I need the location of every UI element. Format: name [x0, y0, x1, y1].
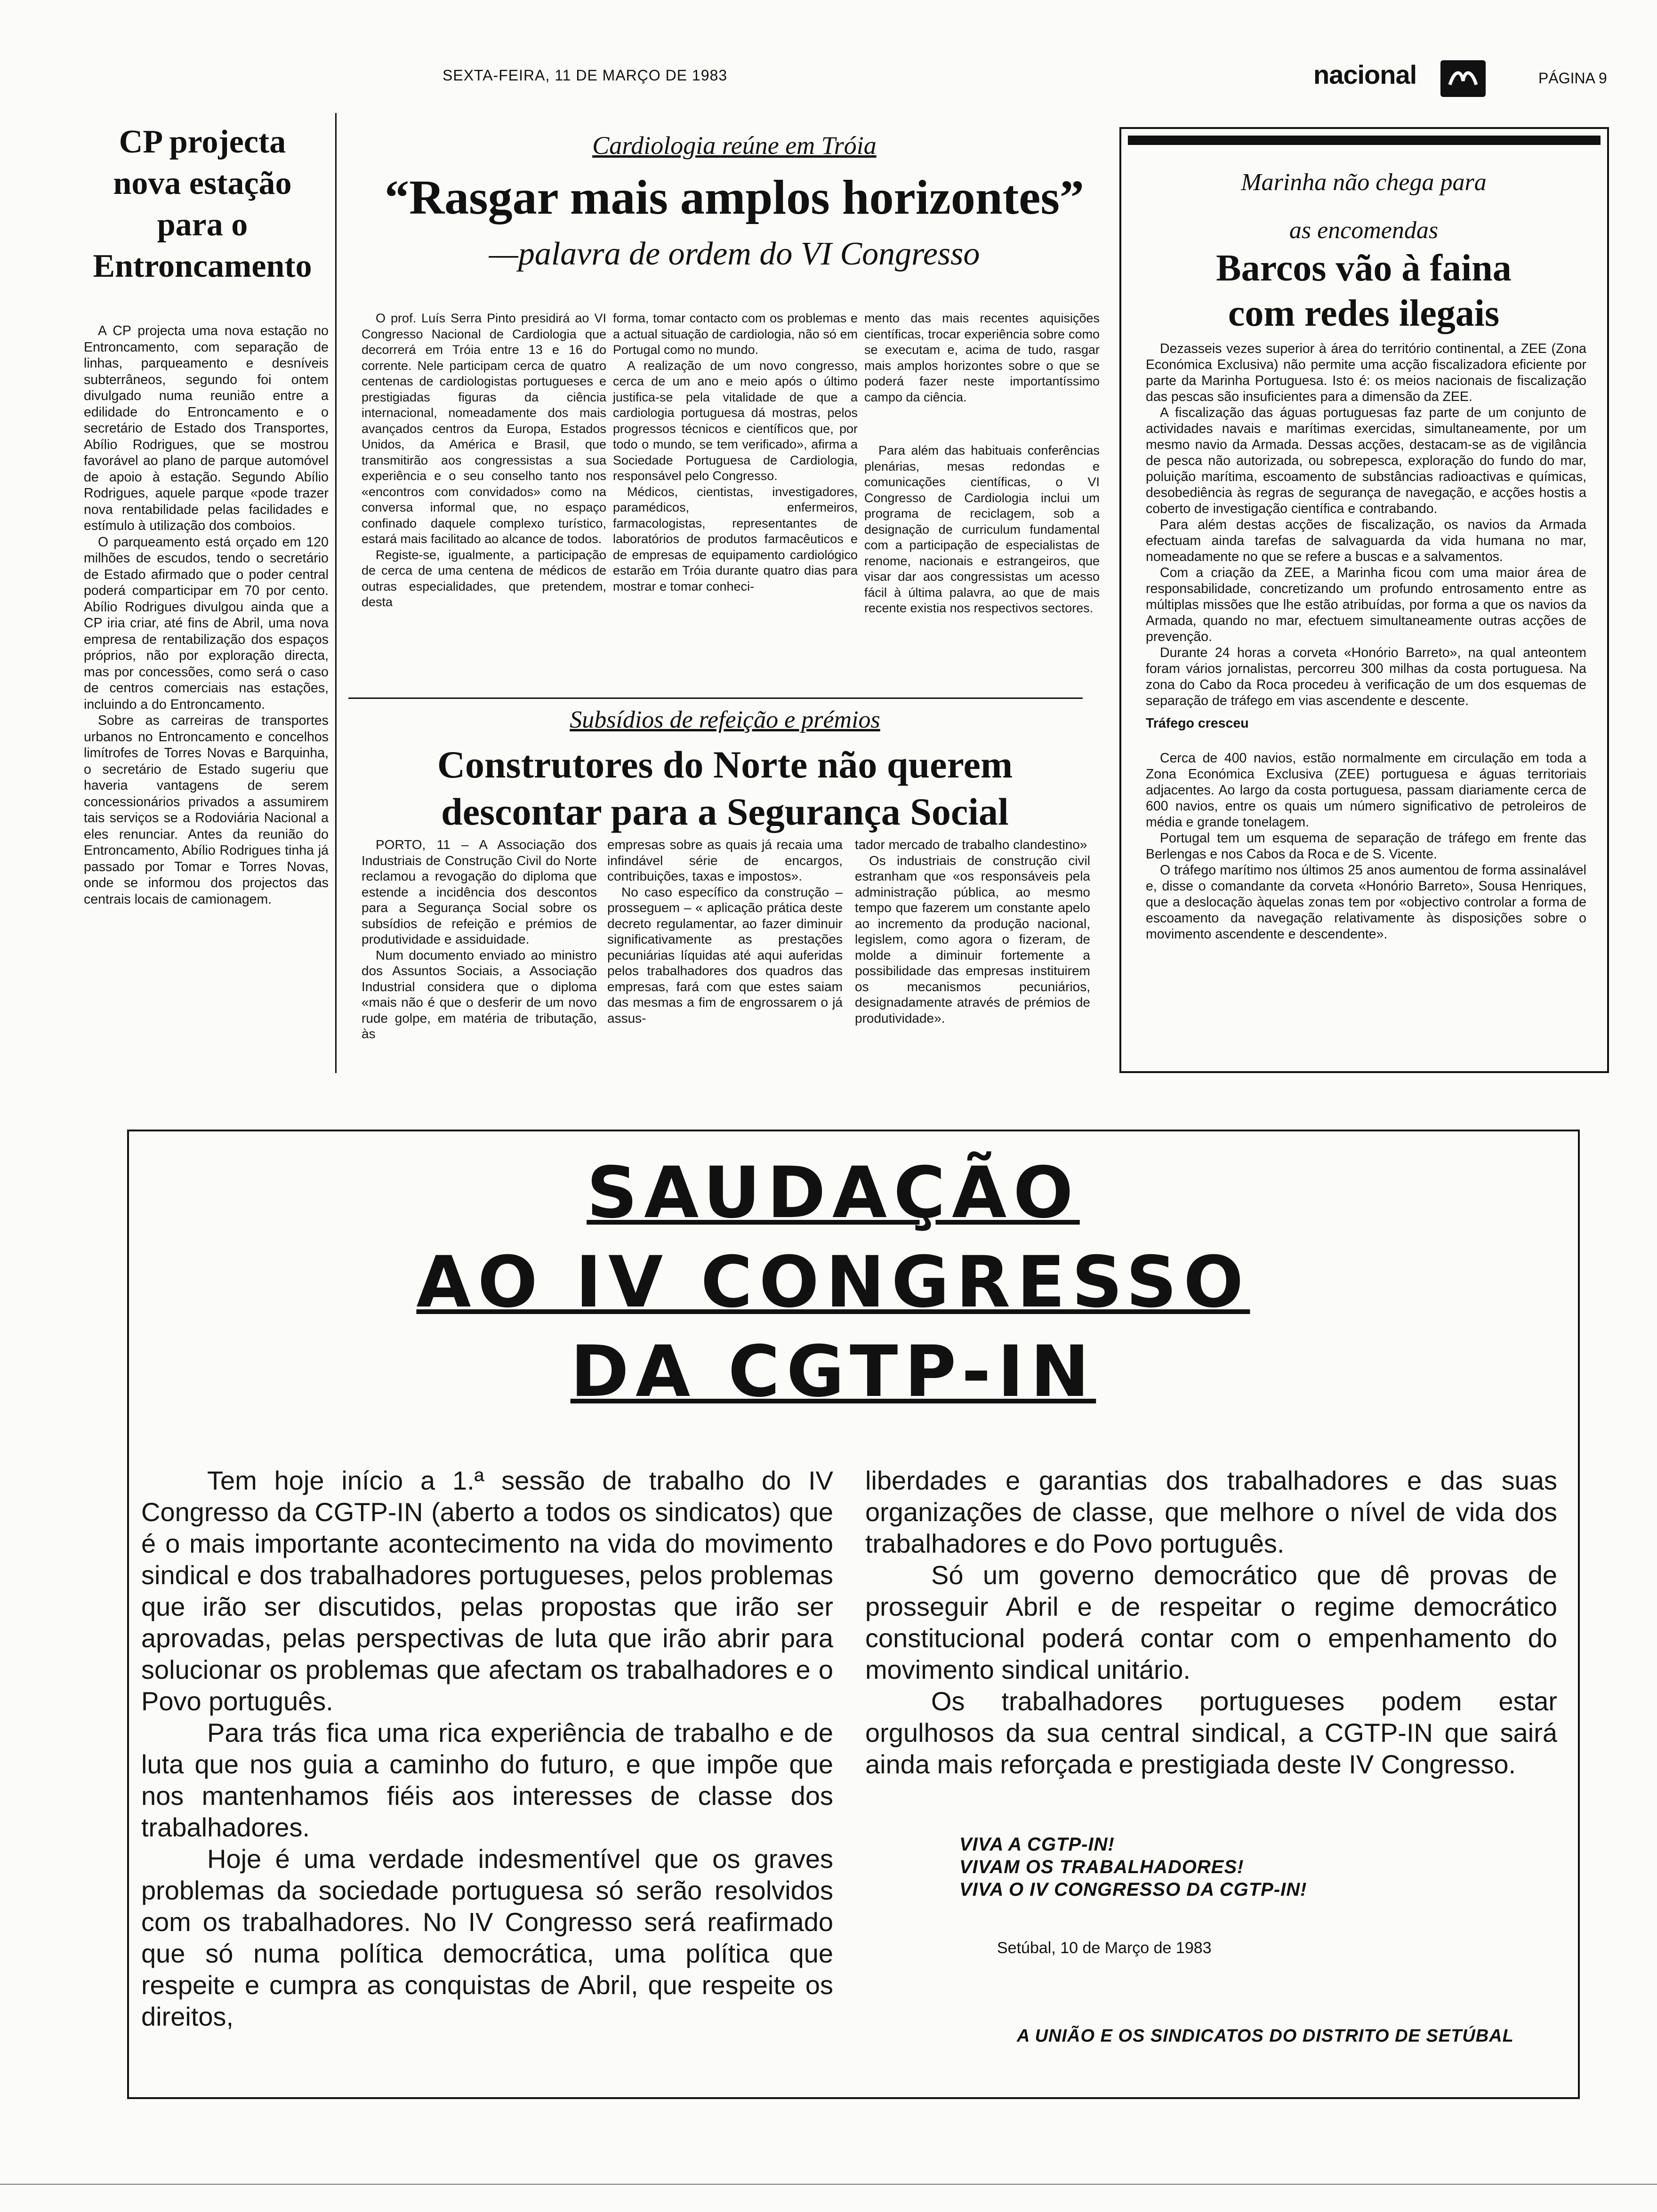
construtores-col1 — [362, 837, 597, 1042]
marinha-box — [1119, 127, 1609, 1073]
marinha-paragraph: Portugal tem um esquema de separação de tráfego em frente das Berlengas e nos Cabos da Roca e de S. Vicente. — [1146, 831, 1586, 862]
ad-paragraph: liberdades e garantias dos trabalhadores e das suas organizações de classe, que melhore o nível de vida dos trabalhadores e do Povo português. — [865, 1466, 1557, 1558]
cardio-paragraph: Para além das habituais conferências plenárias, mesas redondas e comunicações científicas, o VI Congresso de Cardiologia inclui um programa de reciclagem, sob a designação de curriculum fundamental com a participação de especialistas de renome, nacionais e estrangeiros, que visar dar aos congressistas um acesso fácil à última palavra, ao que de mais recente existia nos respectivos sectores. — [864, 443, 1100, 615]
construtores-paragraph: No caso específico da construção – prosseguem – « aplicação prática deste decreto regulamentar, ao fazer diminuir significativamente as prestações pecuniárias líquidas até aqui auferidas pelos trabalhadores dos quadros das empresas, fará com que estes saiam das mesmas a fim de engrossarem o já assus- — [607, 884, 843, 1026]
ad-slogan: VIVAM OS TRABALHADORES! — [959, 1857, 1244, 1877]
marinha-body — [1146, 341, 1586, 942]
ad-paragraph: Os trabalhadores portugueses podem estar orgulhosos da sua central sindical, a CGTP-IN que sairá ainda mais reforçada e prestigiada deste IV Congresso. — [865, 1686, 1557, 1779]
section-divider — [348, 697, 1083, 699]
marinha-kicker-line1: Marinha não chega para — [1241, 169, 1487, 196]
ad-paragraph: Para trás fica uma rica experiência de trabalho e de luta que nos guia a caminho do futuro, e que impõe que nos mantenhamos fiéis aos interesses de classe dos trabalhadores. — [141, 1718, 833, 1842]
cardio-paragraph: forma, tomar contacto com os problemas e a actual situação de cardiologia, não só em Portugal como no mundo. — [613, 311, 858, 357]
ad-paragraph: Só um governo democrático que dê provas de prosseguir Abril e de respeitar o regime democrático constitucional poderá contar com o empenhamento do movimento sindical unitário. — [865, 1560, 1557, 1684]
construtores-paragraph: empresas sobre as quais já recaia uma infindável série de encargos, contribuições, taxas e impostos». — [607, 837, 843, 883]
ad-paragraph: Hoje é uma verdade indesmentível que os graves problemas da sociedade portuguesa só serão resolvidos com os trabalhadores. No IV Congresso será reafirmado que só numa política democrática, uma política que respeite e cumpra as conquistas de Abril, que respeite os direitos, — [141, 1844, 833, 2031]
box-top-bar — [1128, 136, 1601, 145]
cardio-paragraph: A realização de um novo congresso, cerca de um ano e meio após o último justifica-se pela vitalidade de que a cardiologia portuguesa dá mostras, pelos progressos técnicos e científicos que, por todo o mundo, se tem verificado», afirma a Sociedade Portuguesa de Cardiologia, responsável pelo Congresso. — [613, 358, 858, 483]
construtores-paragraph: PORTO, 11 – A Associação dos Industriais de Construção Civil do Norte reclamou a revogação do diploma que estende a incidência dos descontos para a Segurança Social sobre os subsídios de refeição e prémios de produtividade e assiduidade. — [362, 837, 597, 946]
marinha-headline: Barcos vão à faina com redes ilegais — [1216, 248, 1512, 334]
ad-dateline: Setúbal, 10 de Março de 1983 — [997, 1939, 1212, 1957]
masthead-date: SEXTA-FEIRA, 11 DE MARÇO DE 1983 — [442, 67, 728, 84]
cardio-paragraph: O prof. Luís Serra Pinto presidirá ao VI Congresso Nacional de Cardiologia que decorrerá em Tróia entre 13 e 16 do corrente. Nele participam cerca de quatro centenas de cardiologistas portugueses e prestigiadas figuras da ciência internacional, nomeadamente dos mais avançados centros da Europa, Estados Unidos, da América e Brasil, que transmitirão aos congressistas a sua experiência e o seu conselho tanto nos «encontros com convidados» como na conversa informal que, no espaço confinado daquele complexo turístico, estará mais facilitado ao alcance de todos. — [362, 311, 606, 546]
construtores-col2 — [607, 837, 843, 1026]
ad-slogan: VIVA O IV CONGRESSO DA CGTP-IN! — [959, 1879, 1307, 1900]
ad-signature: A UNIÃO E OS SINDICATOS DO DISTRITO DE SETÚBAL — [1017, 2026, 1514, 2046]
ad-slogan: VIVA A CGTP-IN! — [959, 1834, 1115, 1855]
column-divider — [335, 113, 337, 1073]
construtores-paragraph: tador mercado de trabalho clandestino» — [855, 837, 1087, 852]
marinha-paragraph: Cerca de 400 navios, estão normalmente em circulação em toda a Zona Económica Exclusiva (ZEE) portuguesa e águas territoriais adjacentes. Ao largo da costa portuguesa, passam diariamente cerca de 600 navios, entre os quais um número significativo de petroleiros de média e grande tonelagem. — [1146, 751, 1586, 830]
ad-left-column — [141, 1465, 833, 2032]
marinha-paragraph: Para além destas acções de fiscalização, os navios da Armada efectuam ainda tarefas de salvaguarda da vida humana no mar, nomeadamente no que se refere a buscas e a salvamentos. — [1146, 517, 1586, 564]
section-name: nacional — [1313, 60, 1417, 89]
cardio-col1 — [362, 311, 606, 610]
ad-paragraph: Tem hoje início a 1.ª sessão de trabalho do IV Congresso da CGTP-IN (aberto a todos os sindicatos) que é o mais importante acontecimento na vida do movimento sindical e dos trabalhadores portugueses, pelos problemas que irão ser discutidos, pelas propostas que irão ser aprovadas, pelas perspectivas de luta que irão abrir para solucionar os problemas que afectam os trabalhadores e o Povo português. — [141, 1466, 833, 1716]
ad-slogans — [959, 1833, 1383, 1901]
cp-paragraph: O parqueamento está orçado em 120 milhões de escudos, tendo o secretário de Estado afirmado que o poder central poderá comparticipar em 70 por cento. Abílio Rodrigues divulgou ainda que a CP iria criar, até fins de Abril, uma nova empresa de rentabilização dos espaços próprios, não por exploração directa, mas por concessões, como será o caso de centros comerciais nas estações, incluindo a do Entroncamento. — [84, 534, 329, 712]
ad-title-line1: SAUDAÇÃO — [587, 1152, 1080, 1234]
page-number: PÁGINA 9 — [1538, 70, 1607, 87]
newspaper-emblem-icon — [1440, 60, 1486, 97]
cp-body — [84, 323, 329, 907]
marinha-paragraph: A fiscalização das águas portuguesas faz parte de um conjunto de actividades navais e marítimas exercidas, simultaneamente, por um mesmo navio da Armada. Dessas acções, destacam-se as de vigilância de pesca não autorizada, ou sobrepesca, exploração do fundo do mar, poluição marítima, escoamento de substâncias radioactivas e químicas, desobediência às regras de segurança de navegação, e acções hostis a coberto de investigação científica e contrabando. — [1146, 405, 1586, 516]
cardio-paragraph: Registe-se, igualmente, a participação de cerca de uma centena de médicos de outras especialidades, que pretendem, desta — [362, 547, 606, 609]
cardio-headline: “Rasgar mais amplos horizontes” — [385, 170, 1084, 224]
marinha-kicker-line2: as encomendas — [1289, 217, 1439, 244]
cardio-kicker: Cardiologia reúne em Tróia — [592, 131, 877, 160]
marinha-paragraph: Com a criação da ZEE, a Marinha ficou com uma maior área de responsabilidade, concretizando um profundo entrosamento entre as múltiplas missões que lhe estão atribuídas, por forma a que os navios da Armada, quando no mar, efectuem simultaneamente outras acções de prevenção. — [1146, 565, 1586, 644]
cp-headline: CP projecta nova estação para o Entroncamento — [93, 124, 312, 284]
construtores-kicker: Subsídios de refeição e prémios — [570, 706, 880, 733]
marinha-subtitle: Tráfego cresceu — [1146, 716, 1249, 731]
construtores-headline: Construtores do Norte não querem descontar para a Segurança Social — [437, 743, 1013, 833]
section-logo — [1313, 56, 1520, 98]
cardio-paragraph: Médicos, cientistas, investigadores, paramédicos, enfermeiros, farmacologistas, representantes de laboratórios de produtos farmacêuticos e de empresas de equipamento cardiológico estarão em Tróia durante quatro dias para mostrar e tomar conheci- — [613, 484, 858, 593]
ad-title-line2: AO IV CONGRESSO — [416, 1242, 1250, 1323]
ad-title-line3: DA CGTP-IN — [570, 1331, 1096, 1413]
cp-paragraph: A CP projecta uma nova estação no Entroncamento, com separação de linhas, parqueamento e desníveis subterrâneos, segundo foi ontem divulgado numa reunião entre a edilidade do Entroncamento e o secretário de Estado dos Transportes, Abílio Rodrigues, que se mostrou favorável ao plano de parque automóvel de apoio à estação. Segundo Abílio Rodrigues, aquele parque «pode trazer nova rentabilidade pelas facilidades e estímulo à utilização dos comboios. — [84, 323, 329, 533]
ad-right-column — [865, 1465, 1557, 1780]
cardio-paragraph: mento das mais recentes aquisições científicas, trocar experiência sobre como se executam e, acima de tudo, rasgar mais amplos horizontes sobre o que se poderá fazer neste importantíssimo campo da ciência. — [864, 311, 1100, 404]
bottom-rule — [0, 2184, 1657, 2185]
cardio-subhead: —palavra de ordem do VI Congresso — [489, 236, 980, 272]
construtores-paragraph: Os industriais de construção civil estranham que «os responsáveis pela administração pública, ao mesmo tempo que fazerem um constante apelo ao incremento da produção nacional, legislem, como agora o fizeram, de molde a diminuir fortemente a possibilidade das empresas instituirem os mecanismos pecuniários, designadamente através de prémios de produtividade». — [855, 853, 1090, 1026]
cardio-col3 — [864, 311, 1100, 617]
marinha-paragraph: Durante 24 horas a corveta «Honório Barreto», na qual anteontem foram vários jornalistas, percorreu 300 milhas da costa portuguesa. Na zona do Cabo da Roca procedeu à verificação de um dos esquemas de separação de tráfego em vias ascendente e descente. — [1146, 645, 1586, 708]
construtores-paragraph: Num documento enviado ao ministro dos Assuntos Sociais, a Associação Industrial considera que o diploma «mais não é que o desferir de um novo rude golpe, em matéria de tributação, às — [362, 947, 597, 1041]
cp-paragraph: Sobre as carreiras de transportes urbanos no Entroncamento e concelhos limítrofes de Torres Novas e Barquinha, o secretário de Estado sugeriu que haveria vantagens de serem concessionários privados a assumirem tais serviços se a Rodoviária Nacional a eles renunciar. Antes da reunião do Entroncamento, Abílio Rodrigues tinha já passado por Tomar e Torres Novas, onde se informou dos projectos das centrais locais de camionagem. — [84, 713, 329, 907]
marinha-paragraph: Dezasseis vezes superior à área do território continental, a ZEE (Zona Económica Exclusiva) não permite uma acção fiscalizadora eficiente por parte da Marinha Portuguesa. Isto é: os meios nacionais de fiscalização das pescas são insuficientes para a dimensão da ZEE. — [1146, 341, 1586, 404]
cardio-col2 — [613, 311, 858, 594]
marinha-paragraph: O tráfego marítimo nos últimos 25 anos aumentou de forma assinalável e, disse o comandante da corveta «Honório Barreto», Sousa Henriques, que a deslocação àquelas zonas tem por «objectivo controlar a forma de escoamento da navegação relativamente às disposições sobre o movimento ascendente e descendente». — [1146, 863, 1586, 942]
construtores-col3 — [855, 837, 1090, 1026]
